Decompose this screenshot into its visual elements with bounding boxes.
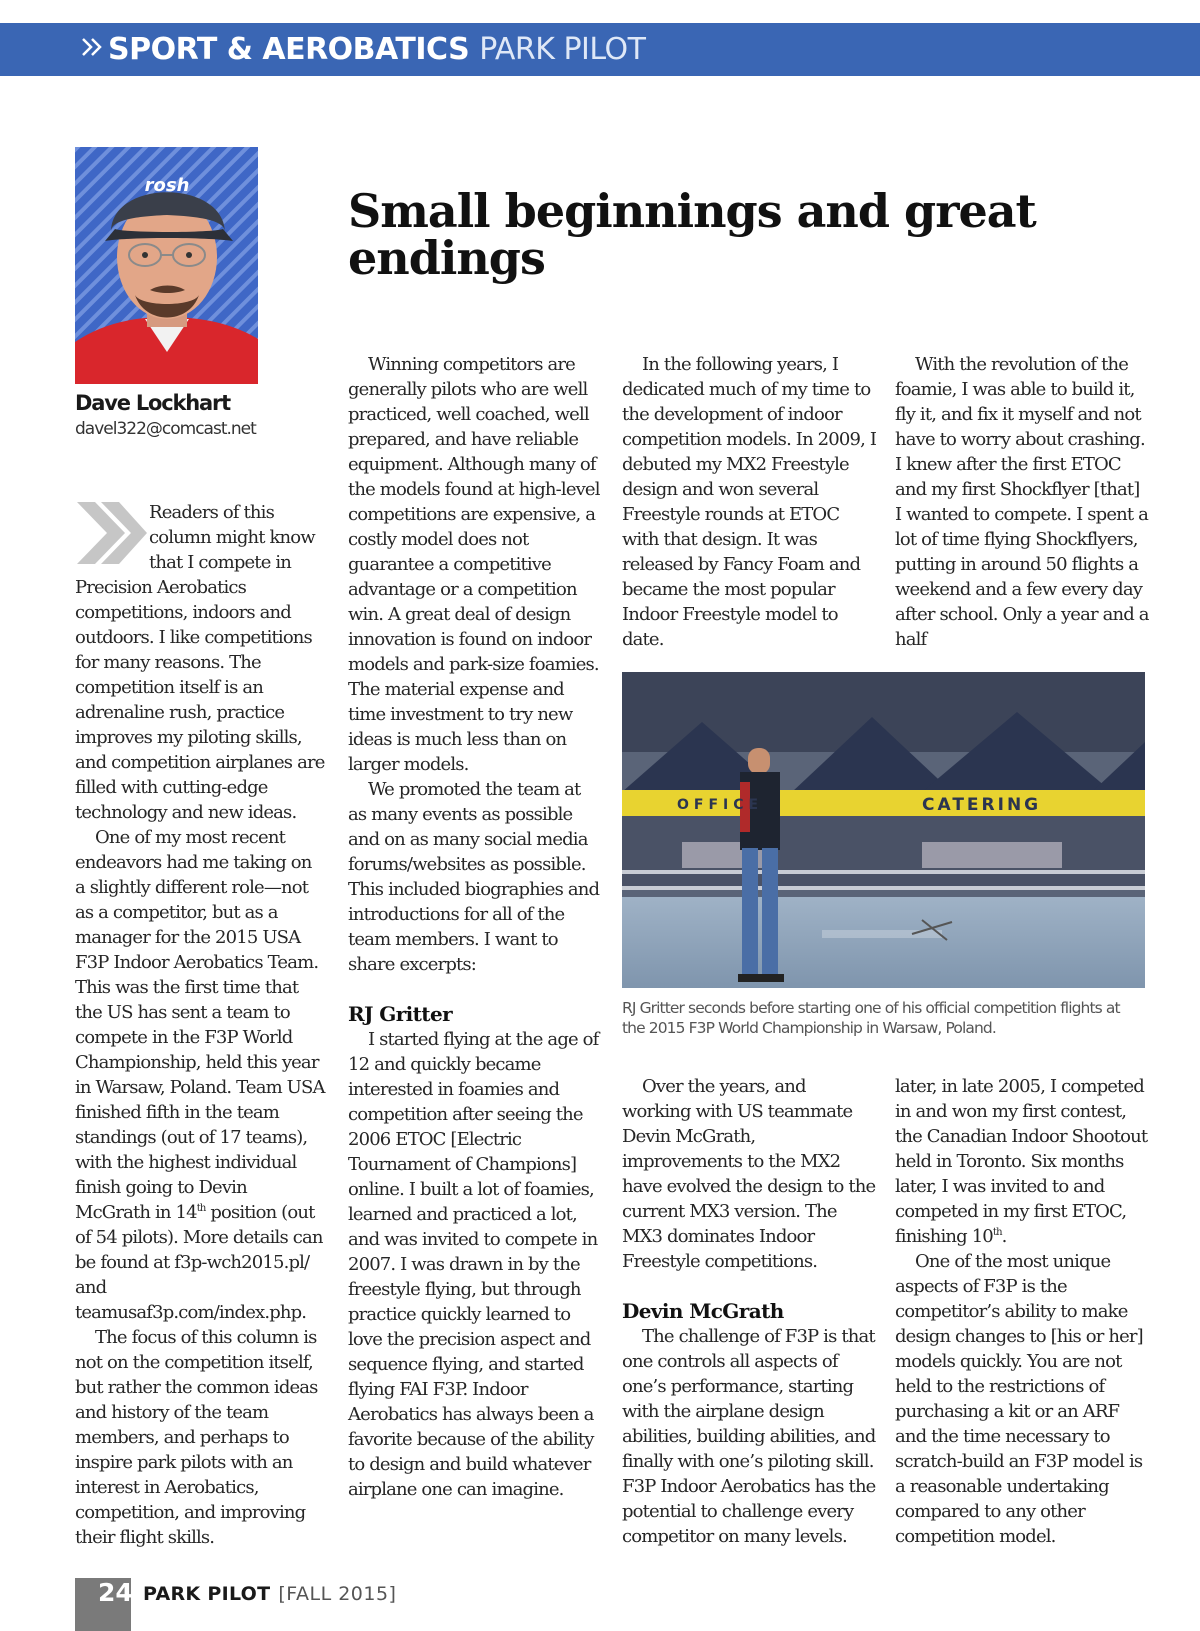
- footer-issue: [FALL 2015]: [278, 1583, 397, 1605]
- article-column-1: [75, 500, 325, 1550]
- photo-caption: RJ Gritter seconds before starting one of his official competition flights at the 2015 F3P World Championship in Warsaw, Poland.: [622, 999, 1120, 1037]
- paragraph: The focus of this column is not on the competition itself, but rather the common ideas and history of the team members, and perhaps to inspire park pilots with an interest in Aerobatics, competition, and improving their flight skills.: [75, 1327, 318, 1548]
- text-run: position (out of 54 pilots). More details can be found at f3p-wch2015.pl/ and teamusaf3p.com/index.php.: [75, 1202, 323, 1323]
- article-column-4-top: [895, 352, 1150, 652]
- header-magazine-name: PARK PILOT: [479, 32, 646, 67]
- paragraph: With the revolution of the foamie, I was able to build it, fly it, and fix it myself and not have to worry about crashing. I knew after the first ETOC and my first Shockflyer [that] I wanted to compete. I spent a lot of time flying Shockflyers, putting in around 50 flights a weekend and a few every day after school. Only a year and a half: [895, 354, 1149, 650]
- paragraph-gap: [622, 1274, 877, 1299]
- footer-magazine: [143, 1582, 396, 1606]
- section-header-bar: [0, 23, 1200, 76]
- superscript: th: [196, 1203, 206, 1214]
- article-title: Small beginnings and great endings: [348, 184, 1036, 285]
- article-column-3-top: [622, 352, 877, 652]
- svg-text:rosh: rosh: [144, 175, 190, 196]
- section-name: SPORT & AEROBATICS: [108, 32, 470, 67]
- paragraph: One of the most unique aspects of F3P is the competitor’s ability to make design changes to [his or her] models quickly. You are not held to the restrictions of purchasing a kit or an ARF and the time necessary to scratch-build an F3P model is a reasonable undertaking compared to any other competition model.: [895, 1251, 1143, 1547]
- subheading-rj-gritter: RJ Gritter: [348, 1002, 453, 1026]
- paragraph: Winning competitors are generally pilots who are well practiced, well coached, well prepared, and have reliable equipment. Although many of the models found at high-level competitions are expensive, a costly model does not guarantee a competitive advantage or a competition win. A great deal of design innovation is found on indoor models and park-size foamies. The material expense and time investment to try new ideas is much less than on larger models.: [348, 354, 600, 775]
- section-title: [108, 32, 645, 68]
- superscript: th: [992, 1227, 1002, 1238]
- text-run: later, in late 2005, I competed in and won my first contest, the Canadian Indoor Shootout held in Toronto. Six months later, I was invited to and competed in my first ETOC, finishing 10: [895, 1076, 1148, 1247]
- double-chevron-icon: [80, 30, 106, 64]
- paragraph: [75, 825, 325, 1325]
- photo-sign-catering: CATERING: [922, 795, 1042, 815]
- paragraph: In the following years, I dedicated much of my time to the development of indoor competition models. In 2009, I debuted my MX2 Freestyle design and won several Freestyle rounds at ETOC with that design. It was released by Fancy Foam and became the most popular Indoor Freestyle model to date.: [622, 354, 877, 650]
- competition-photo: [622, 672, 1145, 988]
- article-column-2: [348, 352, 600, 1502]
- text-run: One of my most recent endeavors had me taking on a slightly different role—not as a competitor, but as a manager for the 2015 USA F3P Indoor Aerobatics Team. This was the first time that the US has sent a team to compete in the F3P World Championship, held this year in Warsaw, Poland. Team USA finished fifth in the team standings (out of 17 teams), with the highest individual finish going to Devin McGrath in 14: [75, 827, 325, 1223]
- paragraph: I started flying at the age of 12 and quickly became interested in foamies and competition after seeing the 2006 ETOC [Electric Tournament of Champions] online. I built a lot of foamies, learned and practiced a lot, and was invited to compete in 2007. I was drawn in by the freestyle flying, but through practice quickly learned to love the precision aspect and sequence flying, and started flying FAI F3P. Indoor Aerobatics has always been a favorite because of the ability to design and build whatever airplane one can imagine.: [348, 1029, 599, 1500]
- subheading-devin-mcgrath: Devin McGrath: [622, 1299, 784, 1323]
- article-column-4-bottom: [895, 1074, 1150, 1549]
- paragraph: The challenge of F3P is that one controls all aspects of one’s performance, starting with the airplane design abilities, building abilities, and finally with one’s piloting skill. F3P Indoor Aerobatics has the potential to challenge every competitor on many levels.: [622, 1326, 876, 1547]
- paragraph: Readers of this column might know that I compete in Precision Aerobatics competitions, indoors and outdoors. I like competitions for many reasons. The competition itself is an adrenaline rush, practice improves my piloting skills, and competition airplanes are filled with cutting-edge technology and new ideas.: [75, 502, 325, 823]
- footer-magazine-name: PARK PILOT: [143, 1583, 271, 1605]
- paragraph-gap: [348, 977, 600, 1002]
- paragraph: We promoted the team at as many events as possible and on as many social media forums/websites as possible. This included biographies and introductions for all of the team members. I want to share excerpts:: [348, 779, 600, 975]
- author-email: davel322@comcast.net: [75, 419, 256, 439]
- author-name: Dave Lockhart: [75, 391, 230, 415]
- article-column-3-bottom: [622, 1074, 877, 1549]
- double-chevron-dropcap-icon: [75, 500, 147, 566]
- author-photo: [75, 147, 258, 384]
- text-run: .: [1001, 1226, 1007, 1247]
- page-number: 24: [98, 1578, 133, 1607]
- photo-sign-office: OFFICE: [677, 797, 764, 813]
- author-headshot-icon: [75, 147, 258, 384]
- competition-photo-illustration: [622, 672, 1145, 988]
- paragraph: [895, 1074, 1150, 1249]
- paragraph: Over the years, and working with US teammate Devin McGrath, improvements to the MX2 have evolved the design to the current MX3 version. The MX3 dominates Indoor Freestyle competitions.: [622, 1076, 876, 1272]
